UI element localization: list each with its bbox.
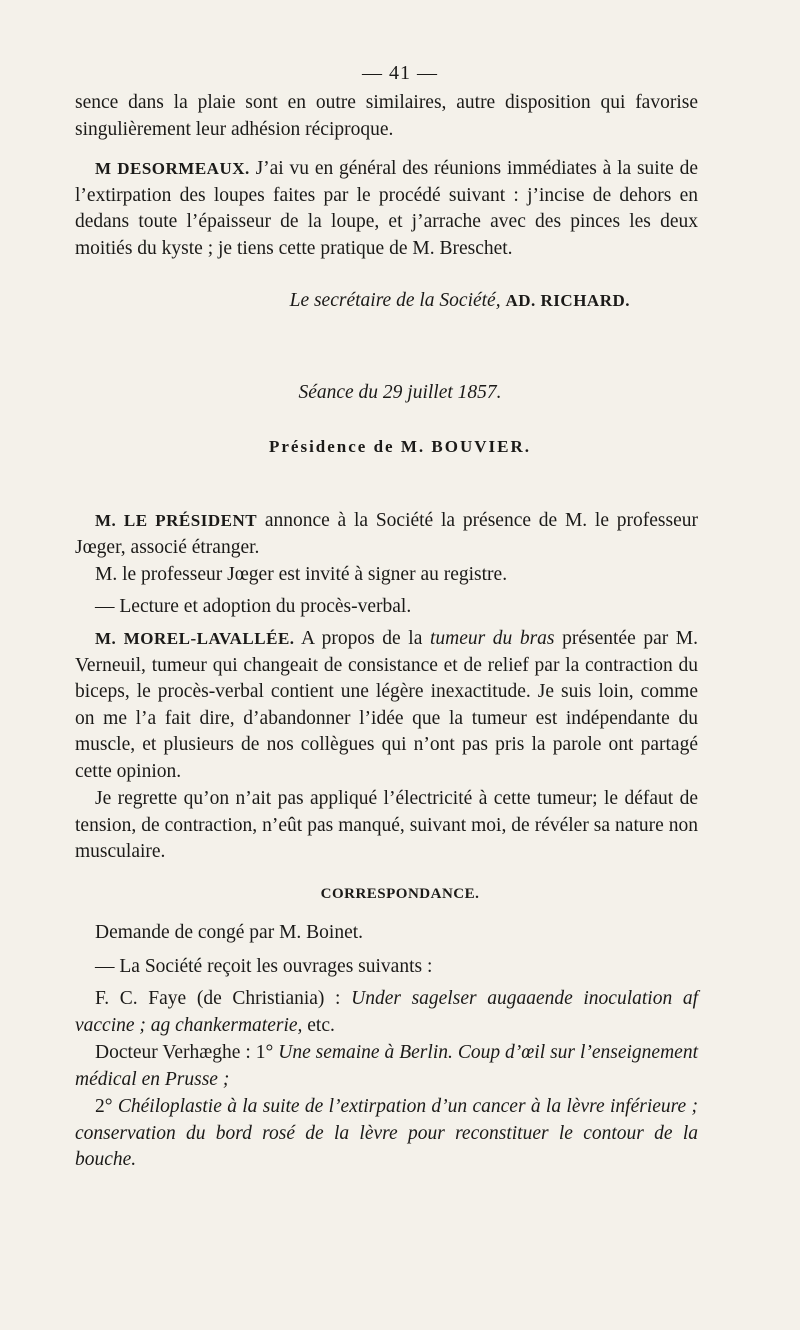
president-text: annonce à la Société la présence de M. le professeur Jœger, associé étranger. (75, 510, 698, 558)
paragraph-faye (75, 986, 698, 1039)
paragraph-invite: M. le professeur Jœger est invité à signer au registre. (95, 564, 508, 585)
morel-text-2: présentée par M. Verneuil, tumeur qui changeait de consistance et de relief par la contraction du biceps, le procès-verbal contient une légère inexactitude. Je suis loin, comme on me l’a fait dire, d’abandonner l’idée que la tumeur est indépendante du muscle, et plusieurs de nos collègues qui n’ont pas pris la parole ont partagé cette opinion. (75, 628, 699, 782)
session-date: 29 juillet 1857. (382, 382, 502, 403)
presidency-line: Présidence de M. BOUVIER. (268, 437, 531, 456)
faye-text-1: F. C. Faye (de Christiania) : (95, 988, 352, 1009)
paragraph-president (75, 508, 698, 561)
page-number: — 41 — (362, 62, 438, 84)
speaker-desormeaux: M DESORMEAUX. (95, 159, 250, 178)
signature-name: AD. RICHARD. (505, 291, 630, 310)
paragraph-ouvrages: — La Société reçoit les ouvrages suivants : (95, 956, 433, 977)
paragraph-desormeaux (75, 156, 698, 262)
paragraph-verhaeghe (75, 1040, 698, 1093)
cheilo-italic: Chéiloplastie à la suite de l’extirpation d’un cancer à la lèvre inférieure ; conservation du bord rosé de la lèvre pour reconstituer le contour de la bouche. (75, 1096, 698, 1170)
cheilo-text-1: 2° (95, 1096, 118, 1117)
faye-text-2: etc. (302, 1014, 335, 1036)
speaker-president: M. LE PRÉSIDENT (95, 511, 258, 530)
paragraph-regrette: Je regrette qu’on n’ait pas appliqué l’électricité à cette tumeur; le défaut de tension, de contraction, n’eût pas manqué, suivant moi, de révéler sa nature non musculaire. (75, 788, 698, 862)
faye-italic: Under sagelser augaaende inoculation af vaccine ; ag chankermaterie, (75, 988, 699, 1036)
paragraph-morel (75, 626, 698, 785)
speaker-morel: M. MOREL-LAVALLÉE. (95, 629, 295, 648)
signature-label: Le secrétaire de la Société, (289, 290, 501, 311)
desormeaux-text: J’ai vu en général des réunions immédiates à la suite de l’extirpation des loupes faites par le procédé suivant : j’incise de dehors en dedans toute l’épaisseur de la loupe, et j’arrache avec des pinces les deux moitiés du kyste ; je tiens cette pratique de M. Breschet. (75, 158, 698, 259)
correspondence-heading: CORRESPONDANCE. (320, 886, 480, 902)
verhaeghe-italic: Une semaine à Berlin. Coup d’œil sur l’enseignement médical en Prusse ; (75, 1042, 698, 1090)
verhaeghe-text-1: Docteur Verhæghe : 1° (95, 1042, 279, 1063)
morel-italic: tumeur du bras (429, 628, 555, 649)
paragraph-cheiloplastie (75, 1094, 698, 1174)
session-heading (0, 382, 800, 404)
session-label: Séance du (298, 382, 379, 403)
paragraph-continuation: sence dans la plaie sont en outre similaires, autre disposition qui favorise singulièrement leur adhésion réciproque. (75, 92, 698, 140)
morel-text-1: A propos de la (294, 628, 430, 649)
paragraph-lecture: — Lecture et adoption du procès-verbal. (95, 596, 412, 617)
paragraph-conge: Demande de congé par M. Boinet. (95, 922, 364, 943)
secretary-signature (230, 290, 630, 312)
